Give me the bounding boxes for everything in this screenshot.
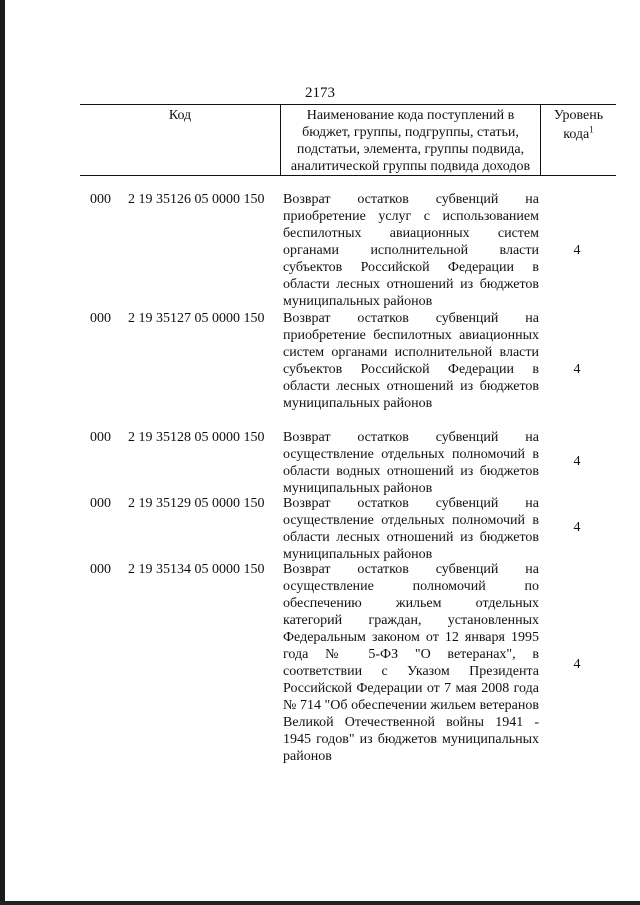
row-admin-prefix: 000 (90, 430, 111, 445)
row-admin-prefix: 000 (90, 192, 111, 207)
row-level: 4 (573, 362, 581, 377)
table-row (0, 495, 640, 561)
row-level: 4 (573, 454, 581, 469)
page-number: 2173 (305, 85, 335, 101)
header-code-cell (80, 105, 281, 175)
row-level: 4 (573, 520, 581, 535)
row-revenue-code: 2 19 35128 05 0000 150 (128, 430, 265, 445)
row-level: 4 (573, 243, 581, 258)
row-revenue-code: 2 19 35129 05 0000 150 (128, 496, 265, 511)
row-level: 4 (573, 657, 581, 672)
header-level-footnote: 1 (589, 124, 594, 135)
header-level-cell (541, 105, 616, 175)
row-description: Возврат остатков субвенций на приобретение услуг с использованием беспилотных авиационных систем органами исполнительной власти субъектов Российской Федерации в области лесных отношений из бюджетов муниципальных районов (283, 192, 539, 309)
header-level-label-line2 (541, 124, 616, 143)
row-description: Возврат остатков субвенций на приобретение беспилотных авиационных систем органами исполнительной власти субъектов Российской Федерации в области лесных отношений из бюджетов муниципальных районов (283, 311, 539, 411)
row-revenue-code: 2 19 35126 05 0000 150 (128, 192, 265, 207)
row-description: Возврат остатков субвенций на осуществление отдельных полномочий в области водных отношений из бюджетов муниципальных районов (283, 430, 539, 496)
table-header (80, 104, 616, 176)
table-row (0, 561, 640, 781)
header-code-label: Код (168, 108, 192, 123)
header-level-label-line1: Уровень (553, 108, 604, 123)
row-description: Возврат остатков субвенций на осуществление отдельных полномочий в области лесных отношений из бюджетов муниципальных районов (283, 496, 539, 562)
table-body (0, 191, 640, 781)
row-revenue-code: 2 19 35127 05 0000 150 (128, 311, 265, 326)
table-row (0, 310, 640, 429)
row-admin-prefix: 000 (90, 496, 111, 511)
table-row (0, 429, 640, 495)
row-revenue-code: 2 19 35134 05 0000 150 (128, 562, 265, 577)
table-row (0, 191, 640, 310)
row-admin-prefix: 000 (90, 311, 111, 326)
header-name-label: Наименование кода поступлений в бюджет, группы, подгруппы, статьи, подстатьи, элемента, группы подвида, аналитической группы подвида доходов (290, 108, 531, 174)
header-name-cell (281, 105, 541, 175)
header-level-label-text: кода (563, 127, 590, 142)
row-description: Возврат остатков субвенций на осуществление полномочий по обеспечению жильем отдельных категорий граждан, установленных Федеральным законом от 12 января 1995 года № 5-ФЗ "О ветеранах", в соответствии с Указом Президента Российской Федерации от 7 мая 2008 года № 714 "Об обеспечении жильем ветеранов Великой Отечественной войны 1941 - 1945 годов" из бюджетов муниципальных районов (283, 562, 539, 764)
row-admin-prefix: 000 (90, 562, 111, 577)
scan-bottom-edge (0, 901, 640, 905)
